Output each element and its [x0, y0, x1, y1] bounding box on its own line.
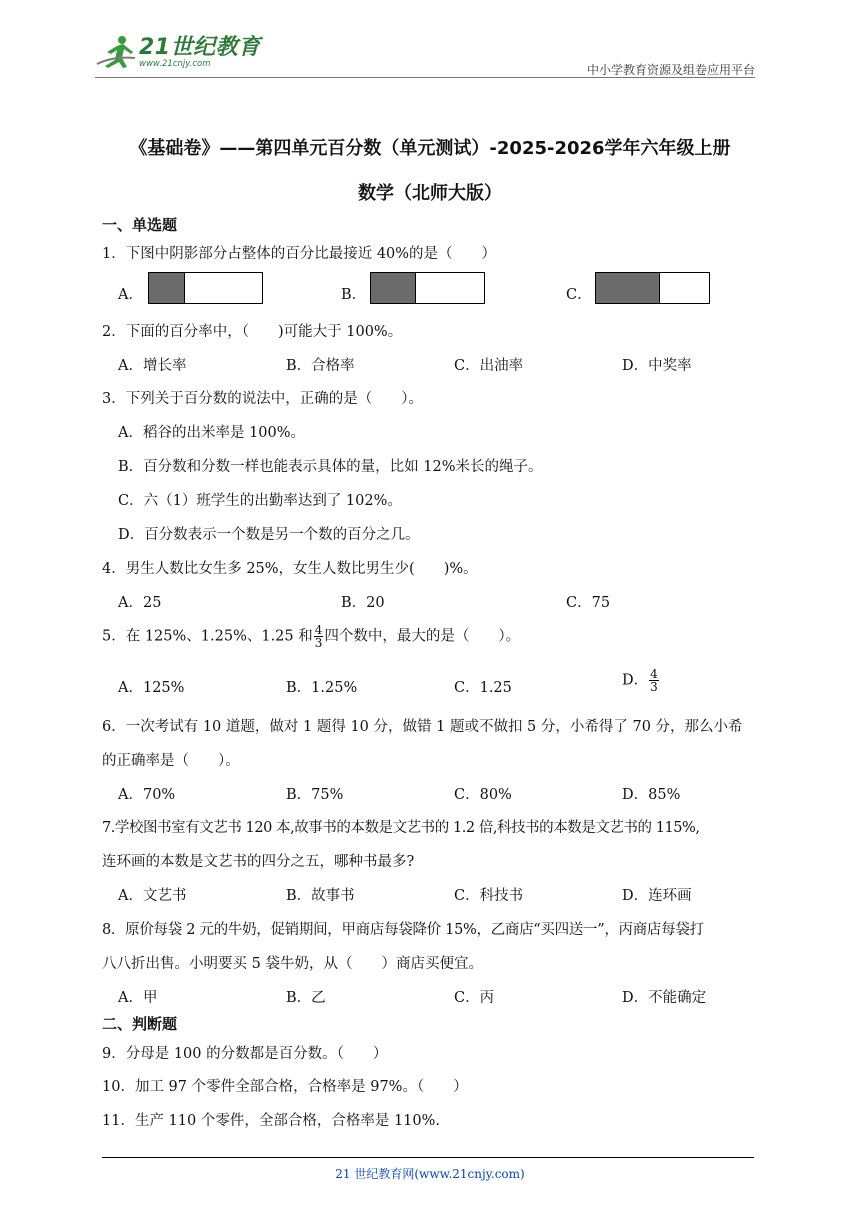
section-heading-single-choice: 一、单选题	[102, 216, 178, 234]
fraction-four-thirds	[314, 624, 324, 649]
question-1-text: 1．下图中阴影部分占整体的百分比最接近 40%的是（ ）	[102, 246, 497, 262]
page-header	[95, 28, 755, 78]
footer-divider	[102, 1157, 754, 1158]
question-7-option-c: C．科技书	[454, 888, 524, 904]
question-8-option-c: C．丙	[454, 990, 495, 1006]
question-8-text-line2: 八八折出售。小明要买 5 袋牛奶，从（ ）商店买便宜。	[102, 956, 483, 972]
header-platform-text: 中小学教育资源及组卷应用平台	[586, 63, 755, 77]
logo-brand-text: 21世纪教育	[139, 35, 261, 60]
question-7-text-line1: 7.学校图书室有文艺书 120 本,故事书的本数是文艺书的 1.2 倍,科技书的本数是文艺书的 115%,	[102, 820, 700, 836]
logo	[95, 34, 261, 72]
runner-logo-icon	[95, 34, 137, 72]
question-6-option-d: D．85%	[622, 787, 681, 803]
shaded-part	[596, 273, 660, 303]
question-3-text: 3．下列关于百分数的说法中，正确的是（ ）。	[102, 391, 423, 407]
question-2-option-a: A．增长率	[118, 358, 187, 374]
logo-url-text: www.21cnjy.com	[139, 59, 211, 69]
question-6-option-c: C．80%	[454, 787, 512, 803]
footer-text: 21 世纪教育网(www.21cnjy.com)	[335, 1167, 525, 1181]
question-5-option-a: A．125%	[118, 680, 185, 696]
shaded-part	[371, 273, 416, 303]
question-6-text-line2: 的正确率是（ ）。	[102, 753, 240, 769]
question-10-text: 10．加工 97 个零件全部合格，合格率是 97%。（ ）	[102, 1079, 468, 1095]
question-5-text-before: 5．在 125%、1.25%、1.25 和	[102, 628, 313, 645]
question-5-option-b: B．1.25%	[286, 680, 358, 696]
question-1-option-b-bar	[370, 272, 485, 304]
page-title-line2: 数学（北师大版）	[358, 183, 502, 204]
question-1-option-c-label: C．	[566, 287, 592, 303]
question-7-text-line2: 连环画的本数是文艺书的四分之五，哪种书最多?	[102, 854, 415, 870]
question-7-option-d: D．连环画	[622, 888, 692, 904]
question-4-text: 4．男生人数比女生多 25%，女生人数比男生少( )%。	[102, 561, 478, 577]
question-6-text-line1: 6．一次考试有 10 道题，做对 1 题得 10 分，做错 1 题或不做扣 5 分，小希得了 70 分，那么小希	[102, 719, 743, 735]
question-6-option-a: A．70%	[118, 787, 176, 803]
question-3-option-c: C．六（1）班学生的出勤率达到了 102%。	[118, 493, 402, 509]
question-5-option-d	[622, 668, 660, 693]
question-4-option-c: C．75	[566, 595, 611, 611]
question-8-option-b: B．乙	[286, 990, 326, 1006]
header-divider	[95, 77, 755, 78]
question-3-option-d: D．百分数表示一个数是另一个数的百分之几。	[118, 527, 420, 543]
question-5-text-after: 四个数中，最大的是（ ）。	[324, 628, 521, 645]
fraction-four-thirds	[649, 668, 659, 693]
question-5-option-d-label: D．	[622, 672, 649, 689]
fraction-numerator: 4	[650, 667, 658, 681]
question-5-option-c: C．1.25	[454, 680, 512, 696]
question-7-option-a: A．文艺书	[118, 888, 187, 904]
question-1-option-a-bar	[148, 272, 263, 304]
section-heading-true-false: 二、判断题	[102, 1015, 178, 1033]
question-8-option-d: D．不能确定	[622, 990, 707, 1006]
page-title-line1: 《基础卷》——第四单元百分数（单元测试）-2025-2026学年六年级上册	[129, 138, 731, 159]
question-2-option-b: B．合格率	[286, 358, 355, 374]
question-5-text	[102, 624, 520, 649]
question-1-option-c-bar	[595, 272, 710, 304]
question-1-option-a-label: A．	[118, 287, 143, 303]
fraction-denominator: 3	[314, 636, 323, 650]
question-2-option-c: C．出油率	[454, 358, 524, 374]
question-4-option-b: B．20	[341, 595, 385, 611]
question-9-text: 9．分母是 100 的分数都是百分数。（ ）	[102, 1046, 388, 1062]
fraction-numerator: 4	[314, 623, 323, 637]
question-3-option-b: B．百分数和分数一样也能表示具体的量，比如 12%米长的绳子。	[118, 459, 543, 475]
question-1-option-b-label: B．	[341, 287, 367, 303]
question-7-option-b: B．故事书	[286, 888, 355, 904]
question-3-option-a: A．稻谷的出米率是 100%。	[118, 425, 306, 441]
question-6-option-b: B．75%	[286, 787, 344, 803]
shaded-part	[149, 273, 185, 303]
question-2-text: 2．下面的百分率中，（ )可能大于 100%。	[102, 324, 403, 340]
question-11-text: 11．生产 110 个零件，全部合格，合格率是 110%.	[102, 1113, 441, 1129]
question-8-text-line1: 8．原价每袋 2 元的牛奶，促销期间，甲商店每袋降价 15%，乙商店“买四送一”，丙商店每袋打	[102, 922, 704, 938]
question-4-option-a: A．25	[118, 595, 162, 611]
question-8-option-a: A．甲	[118, 990, 158, 1006]
question-2-option-d: D．中奖率	[622, 358, 692, 374]
fraction-denominator: 3	[650, 680, 658, 694]
